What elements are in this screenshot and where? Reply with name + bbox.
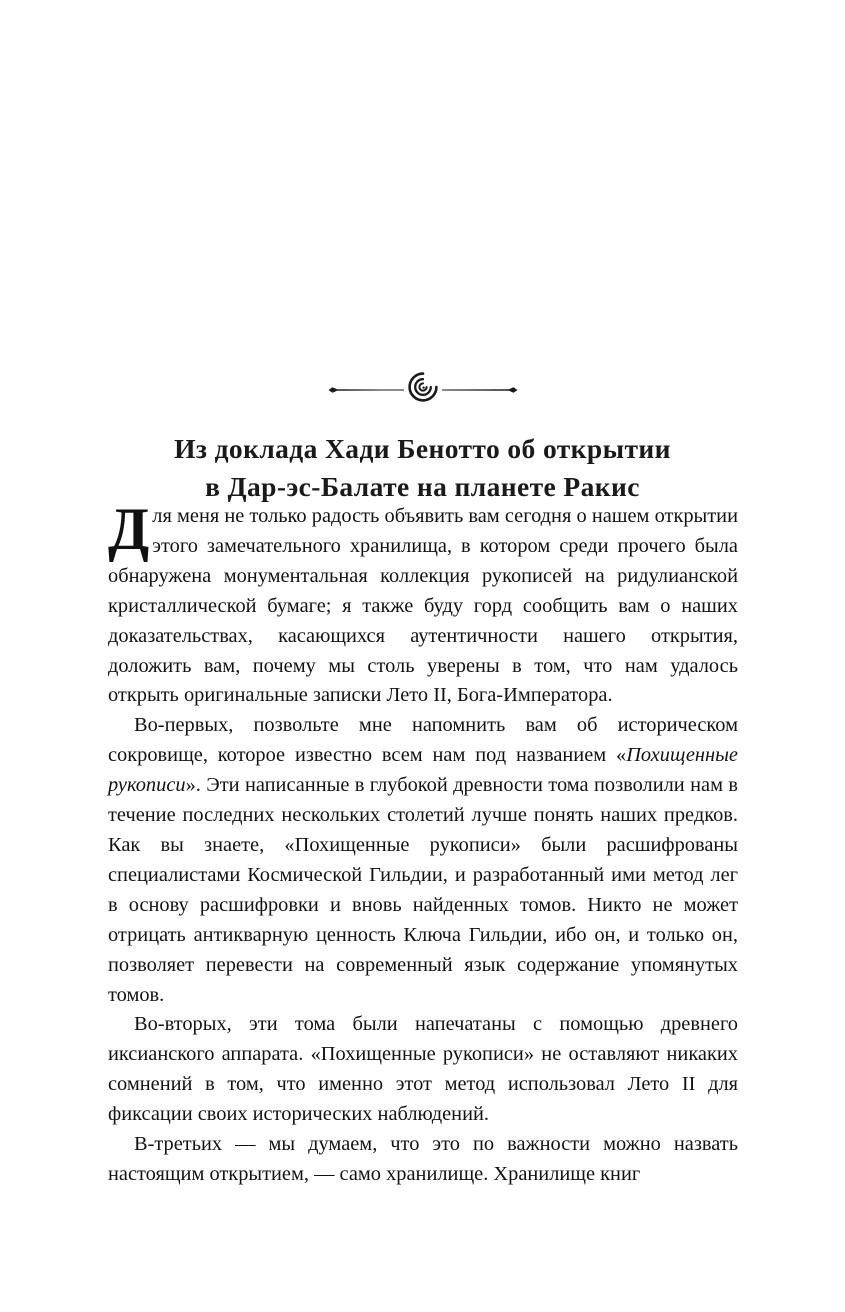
heading-line-2: в Дар-эс-Балате на планете Ракис xyxy=(205,471,640,503)
paragraph-2-segment-1: Во-первых, позвольте мне напомнить вам об историческом сокровище, которое известно всем нам под названием « xyxy=(108,714,738,767)
spiral-divider-ornament xyxy=(0,366,845,412)
ornament-rule-right xyxy=(442,383,520,395)
manuscripts-title-italic: Похищенные рукописи xyxy=(108,744,738,797)
drop-cap: Д xyxy=(108,496,150,562)
paragraph-1 xyxy=(108,496,738,711)
section-heading xyxy=(96,430,749,506)
body-text xyxy=(108,496,738,1190)
paragraph-2 xyxy=(108,711,738,1010)
heading-line-1: Из доклада Хади Бенотто об открытии xyxy=(174,433,671,465)
paragraph-3: Во-вторых, эти тома были напечатаны с помощью древнего иксианского аппарата. «Похищенные рукописи» не оставляют никаких сомнений в том, что именно этот метод использовал Лето II для фиксации своих исторических наблюдений. xyxy=(108,1013,738,1126)
paragraph-2-segment-2: ». Эти написанные в глубокой древности тома позволили нам в течение последних нескольких столетий лучше понять наших предков. Как вы знаете, «Похищенные рукописи» были расшифрованы специалистами Космической Гильдии, и разработанный ими метод лег в основу расшифровки и вновь найденных томов. Никто не может отрицать антикварную ценность Ключа Гильдии, ибо он, и только он, позволяет перевести на современный язык содержание упомянутых томов. xyxy=(108,774,738,1006)
spiral-icon xyxy=(408,372,438,407)
ornament-rule-left xyxy=(326,383,404,395)
paragraph-1-text: ля меня не только радость объявить вам сегодня о нашем открытии этого замечательного хранилища, в котором среди прочего была обнаружена монументальная коллекция рукописей на ридулианской кристаллической бумаге; я также буду горд сообщить вам о наших доказательствах, касающихся аутентичности нашего открытия, доложить вам, почему мы столь уверены в том, что нам удалось открыть оригинальные записки Лето II, Бога-Императора. xyxy=(108,505,738,707)
paragraph-4: В-третьих — мы думаем, что это по важности можно назвать настоящим открытием, — само хранилище. Хранилище книг xyxy=(108,1133,738,1185)
